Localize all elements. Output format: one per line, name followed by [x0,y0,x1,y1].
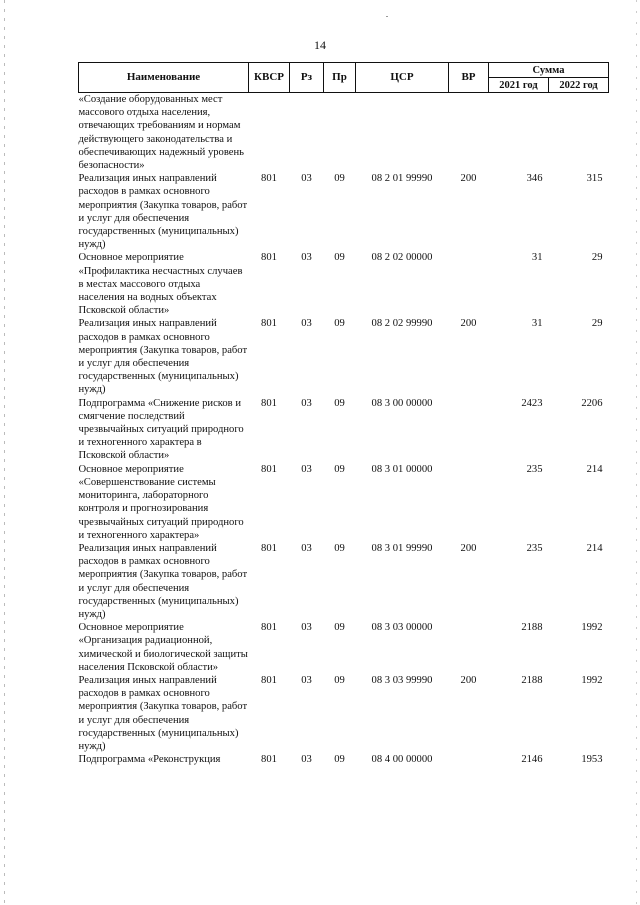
cell-kvsr: 801 [261,754,277,766]
cell-kvsr: 801 [261,252,277,264]
cell-kvsr: 801 [261,463,277,475]
scan-edge-left [4,0,5,905]
cell-csr: 08 3 03 00000 [371,622,433,634]
cell-kvsr: 801 [261,397,277,409]
cell-kvsr: 801 [261,542,277,554]
scan-edge-right [636,0,637,905]
cell-csr: 08 2 02 99990 [371,318,433,330]
table-header [79,63,609,93]
cell-vr: 200 [460,542,477,554]
header-sum: Сумма [489,63,609,78]
cell-kvsr: 801 [261,173,277,185]
cell-csr: 08 2 01 99990 [371,173,433,185]
cell-rz: 03 [301,754,312,766]
cell-rz: 03 [301,463,312,475]
cell-vr: 200 [460,173,477,185]
cell-pr: 09 [334,397,345,409]
cell-sum-2021: 235 [526,463,543,475]
cell-sum-2022: 29 [591,252,603,264]
cell-pr [324,93,356,173]
scan-mark [386,16,388,17]
cell-sum-2021 [489,93,549,173]
cell-pr: 09 [334,252,345,264]
header-name: Наименование [79,63,249,93]
cell-kvsr: 801 [261,318,277,330]
cell-sum-2021: 2188 [521,674,543,686]
header-pr: Пр [324,63,356,93]
cell-name: Основное мероприятие «Совершенствование системы мониторинга, лабораторного контроля и прогнозирования чрезвычайных ситуаций природного и техногенного характера» [78,463,244,541]
budget-table [78,62,609,766]
header-rz: Рз [290,63,324,93]
table-row [79,397,609,463]
cell-kvsr [249,93,290,173]
cell-csr: 08 2 02 00000 [371,252,433,264]
cell-csr: 08 4 00 00000 [371,754,433,766]
cell-rz: 03 [301,397,312,409]
cell-rz: 03 [301,252,312,264]
cell-sum-2022: 1992 [581,622,603,634]
table-row [79,172,609,251]
cell-pr: 09 [334,674,345,686]
cell-sum-2021: 31 [531,252,543,264]
cell-rz: 03 [301,674,312,686]
cell-name: Подпрограмма «Реконструкция [78,754,221,766]
cell-sum-2022: 315 [586,173,603,185]
cell-rz [290,93,324,173]
cell-sum-2022: 1953 [581,754,603,766]
cell-sum-2022: 214 [586,463,603,475]
cell-sum-2022 [549,93,609,173]
cell-name: Реализация иных направлений расходов в рамках основного мероприятия (Закупка товаров, работ и услуг для обеспечения государственных (муниципальных) нужд) [78,173,248,251]
cell-sum-2022: 1992 [581,674,603,686]
cell-vr [449,397,489,463]
cell-sum-2022: 214 [586,542,603,554]
cell-rz: 03 [301,622,312,634]
cell-sum-2022: 2206 [581,397,603,409]
cell-csr [356,93,449,173]
cell-name: Реализация иных направлений расходов в рамках основного мероприятия (Закупка товаров, работ и услуг для обеспечения государственных (муниципальных) нужд) [78,542,248,620]
cell-pr: 09 [334,542,345,554]
table-row [79,674,609,753]
cell-pr: 09 [334,318,345,330]
table-row [79,621,609,674]
cell-pr: 09 [334,173,345,185]
cell-name: Основное мероприятие «Организация радиационной, химической и биологической защиты населения Псковской области» [78,622,248,673]
cell-csr: 08 3 03 99990 [371,674,433,686]
cell-sum-2022: 29 [591,318,603,330]
table-body [79,93,609,767]
cell-name: «Создание оборудованных мест массового отдыха населения, отвечающих требованиям и нормам действующего законодательства и обеспечивающих надежный уровень безопасности» [78,94,244,172]
cell-sum-2021: 2188 [521,622,543,634]
cell-vr [449,753,489,766]
header-kvsr: КВСР [249,63,290,93]
cell-csr: 08 3 01 99990 [371,542,433,554]
cell-sum-2021: 31 [531,318,543,330]
page-number: 14 [314,38,326,52]
header-year-2021: 2021 год [489,78,549,93]
cell-rz: 03 [301,173,312,185]
cell-sum-2021: 346 [526,173,543,185]
cell-csr: 08 3 01 00000 [371,463,433,475]
cell-name: Реализация иных направлений расходов в рамках основного мероприятия (Закупка товаров, работ и услуг для обеспечения государственных (муниципальных) нужд) [78,674,248,752]
cell-sum-2021: 2146 [521,754,543,766]
cell-vr: 200 [460,318,477,330]
cell-name: Подпрограмма «Снижение рисков и смягчение последствий чрезвычайных ситуаций природного и техногенного характера в Псковской области» [78,397,244,462]
header-csr: ЦСР [356,63,449,93]
cell-sum-2021: 235 [526,542,543,554]
cell-pr: 09 [334,622,345,634]
table-row [79,93,609,173]
header-vr: ВР [449,63,489,93]
header-year-2022: 2022 год [549,78,609,93]
cell-csr: 08 3 00 00000 [371,397,433,409]
cell-pr: 09 [334,754,345,766]
cell-kvsr: 801 [261,674,277,686]
cell-pr: 09 [334,463,345,475]
cell-vr [449,463,489,542]
table-row [79,542,609,621]
cell-vr [449,93,489,173]
cell-sum-2021: 2423 [521,397,543,409]
table-row [79,251,609,317]
cell-rz: 03 [301,318,312,330]
cell-name: Реализация иных направлений расходов в рамках основного мероприятия (Закупка товаров, работ и услуг для обеспечения государственных (муниципальных) нужд) [78,318,248,396]
cell-vr [449,621,489,674]
table-row [79,317,609,396]
cell-vr [449,251,489,317]
cell-vr: 200 [460,674,477,686]
table-row [79,463,609,542]
cell-rz: 03 [301,542,312,554]
cell-kvsr: 801 [261,622,277,634]
cell-name: Основное мероприятие «Профилактика несчастных случаев в местах массового отдыха населения на водных объектах Псковской области» [78,252,243,317]
table-row [79,753,609,766]
